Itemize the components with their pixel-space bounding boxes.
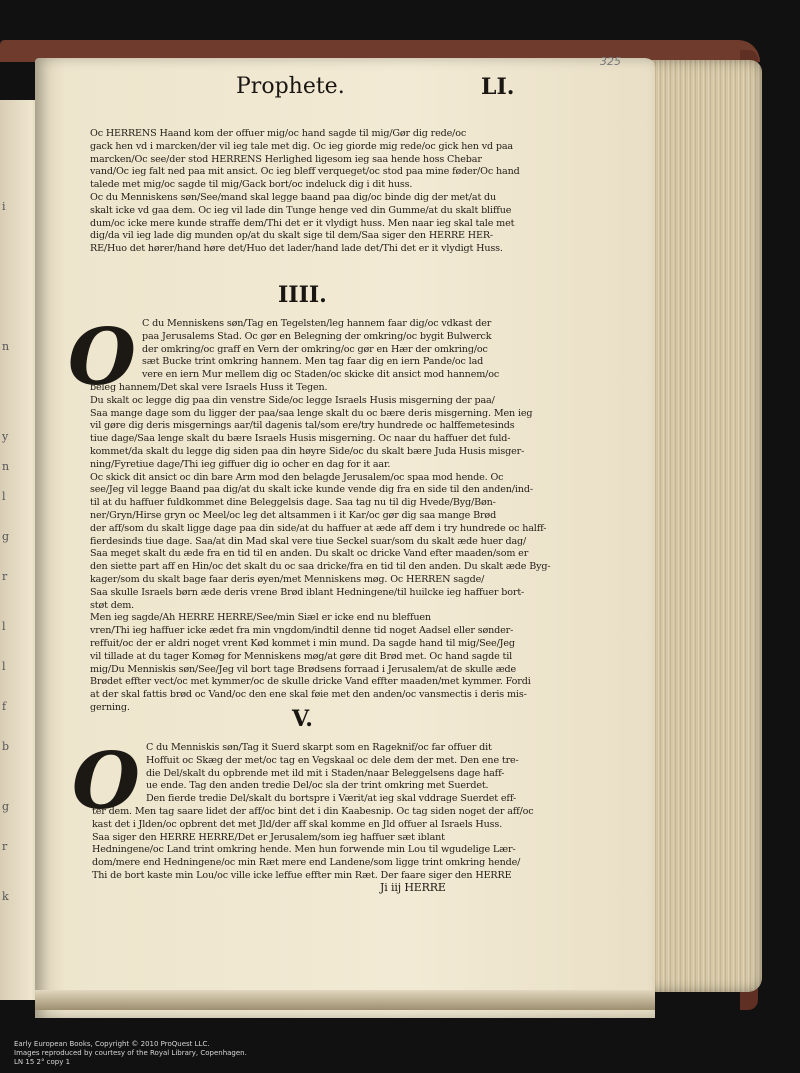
chapter-5-opening: C du Menniskis søn/Tag it Suerd skarpt som en Rageknif/oc far offuer dit Hoffuit oc Skæg der met/oc tag en Vegskaal oc dele dem der met. Den ene tre- die Del/skalt du opbrende met ild mit i Staden/naar Beleggelsens dage haff- ue ende. Tag den anden tredie Del/oc sla der trint omkring met Suerdet. Den fierde tredie Del/skalt du bortspre i Værit/at ieg skal vddrage Suerdet eff-	[146, 742, 519, 805]
left-page-fragment: r	[2, 570, 8, 583]
credit-line: Early European Books, Copyright © 2010 ProQuest LLC.	[14, 1040, 210, 1048]
left-page-fragment: n	[2, 340, 10, 353]
running-head: Prophete.	[236, 74, 345, 99]
left-page-fragment: l	[2, 490, 6, 503]
initial-letter: O	[68, 312, 136, 403]
left-page-fragment: f	[2, 700, 7, 713]
catchword: Ji iij HERRE	[380, 881, 446, 894]
image-credit	[14, 1040, 247, 1067]
chapter-5-body: ter dem. Men tag saare lidet der aff/oc bint det i din Kaabesnip. Oc tag siden noget der aff/oc kast det i Jlden/oc opbrent det met Jld/der aff skal komme en Jld offuer al Israels Huss. Saa siger den HERRE HERRE/Det er Jerusalem/som ieg haffuer sæt iblant Hedningene/oc Land trint omkring hende. Men hun forwende min Lou til wgudelige Lær- dom/mere end Hedningene/oc min Ræt mere end Landene/som ligge trint omkring hende/ Thi de bort kaste min Lou/oc ville icke leffue effter min Ræt. Der faare siger den HERRE	[92, 806, 534, 881]
chapter-4-opening: C du Menniskens søn/Tag en Tegelsten/leg hannem faar dig/oc vdkast der paa Jerusalems Stad. Oc gør en Belegning der omkring/oc bygit Bulwerck der omkring/oc graff en Vern der omkring/oc gør en Hær der omkring/oc sæt Bucke trint omkring hannem. Men tag faar dig en iern Pande/oc lad vere en iern Mur mellem dig oc Staden/oc skicke dit ansict mod hannem/oc	[142, 318, 500, 381]
chapter-heading-4: IIII.	[278, 282, 327, 308]
left-page-fragment: n	[2, 460, 10, 473]
folio-number: LI.	[481, 74, 515, 100]
credit-line: Images reproduced by courtesy of the Royal Library, Copenhagen.	[14, 1049, 247, 1057]
credit-line: LN 15 2° copy 1	[14, 1058, 71, 1066]
left-page-fragment: y	[2, 430, 9, 443]
page-bottom-edge	[35, 990, 655, 1010]
page-header	[236, 74, 536, 104]
initial-letter: O	[72, 736, 140, 827]
chapter-4-body: beleg hannem/Det skal vere Israels Huss it Tegen. Du skalt oc legge dig paa din venstre Side/oc legge Israels Husis misgerning der paa/ Saa mange dage som du ligger der paa/saa lenge skalt du oc bære deris misgerning. Men ieg vil gøre dig deris misgernings aar/til dagenis tal/som ere/try hundrede oc halffemetesinds tiue dage/Saa lenge skalt du bære Israels Husis misgerning. Oc naar du haffuer det fuld- kommet/da skalt du legge dig siden paa din høyre Side/oc du skalt bære Juda Husis misger- ning/Fyretiue dage/Thi ieg giffuer dig io ocher en dag for it aar. Oc skick dit ansict oc din bare Arm mod den belagde Jerusalem/oc spaa mod hende. Oc see/Jeg vil legge Baand paa dig/at du skalt icke kunde vende dig fra en side til den anden/ind- til at du haffuer fuldkommet dine Beleggelsis dage. Saa tag nu til dig Hvede/Byg/Bøn- ner/Gryn/Hirse gryn oc Meel/oc leg det altsammen i it Kar/oc gør dig saa mange Brød der aff/som du skalt ligge dage paa din side/at du haffuer at æde aff dem i try hundrede oc halff- fierdesinds tiue dage. Saa/at din Mad skal vere tiue Seckel suar/som du skalt æde huer dag/ Saa meget skalt du æde fra en tid til en anden. Du skalt oc dricke Vand efter maaden/som er den siette part aff en Hin/oc det skalt du oc saa dricke/fra en tid til den anden. Du skalt æde Byg- kager/som du skalt bage faar deris øyen/met Menniskens møg. Oc HERREN sagde/ Saa skulle Israels børn æde deris vrene Brød iblant Hedningene/til huilcke ieg haffuer bort- støt dem. Men ieg sagde/Ah HERRE HERRE/See/min Siæl er icke end nu bleffuen vren/Thi ieg haffuer icke ædet fra min vngdom/indtil denne tid noget Aadsel eller sønder- reffuit/oc der er aldri noget vrent Kød kommet i min mund. Da sagde hand til mig/See/Jeg vil tillade at du tager Komøg for Menniskens møg/at gøre dit Brød met. Oc hand sagde til mig/Du Menniskis søn/See/Jeg vil bort tage Brødsens forraad i Jerusalem/at de skulle æde Brødet effter vect/oc met kymmer/oc de skulle dricke Vand effter maaden/met kymmer. Fordi at der skal fattis brød oc Vand/oc den ene skal føie met den anden/oc vansmectis i deris mis- gerning.	[90, 382, 551, 713]
chapter-heading-5: V.	[292, 706, 313, 732]
pencil-foliation: 325	[600, 55, 621, 68]
left-page-fragment: k	[2, 890, 9, 903]
left-page-fragment: l	[2, 620, 6, 633]
left-page-fragment: i	[2, 200, 6, 213]
left-page-fragment: l	[2, 660, 6, 673]
intro-paragraph: Oc HERRENS Haand kom der offuer mig/oc hand sagde til mig/Gør dig rede/oc gack hen vd i marcken/der vil ieg tale met dig. Oc ieg giorde mig rede/oc gick hen vd paa marcken/Oc see/der stod HERRENS Herlighed ligesom ieg saa hende hoss Chebar vand/Oc ieg falt ned paa mit ansict. Oc ieg bleff verqueget/oc stod paa mine føder/Oc hand talede met mig/oc sagde til mig/Gack bort/oc indeluck dig i dit huss. Oc du Menniskens søn/See/mand skal legge baand paa dig/oc binde dig der met/at du skalt icke vd gaa dem. Oc ieg vil lade din Tunge henge ved din Gumme/at du skalt bliffue dum/oc icke mere kunde straffe dem/Thi det er it vlydigt huss. Men naar ieg skal tale met dig/da vil ieg lade dig munden op/at du skalt sige til dem/Saa siger den HERRE HER- RE/Huo det hører/hand høre det/Huo det lader/hand lade det/Thi det er it vlydigt Huss.	[90, 128, 520, 255]
left-page-fragment: g	[2, 800, 10, 813]
left-page-fragment: g	[2, 530, 10, 543]
left-page-fragment: r	[2, 840, 8, 853]
left-page-fragment: b	[2, 740, 10, 753]
